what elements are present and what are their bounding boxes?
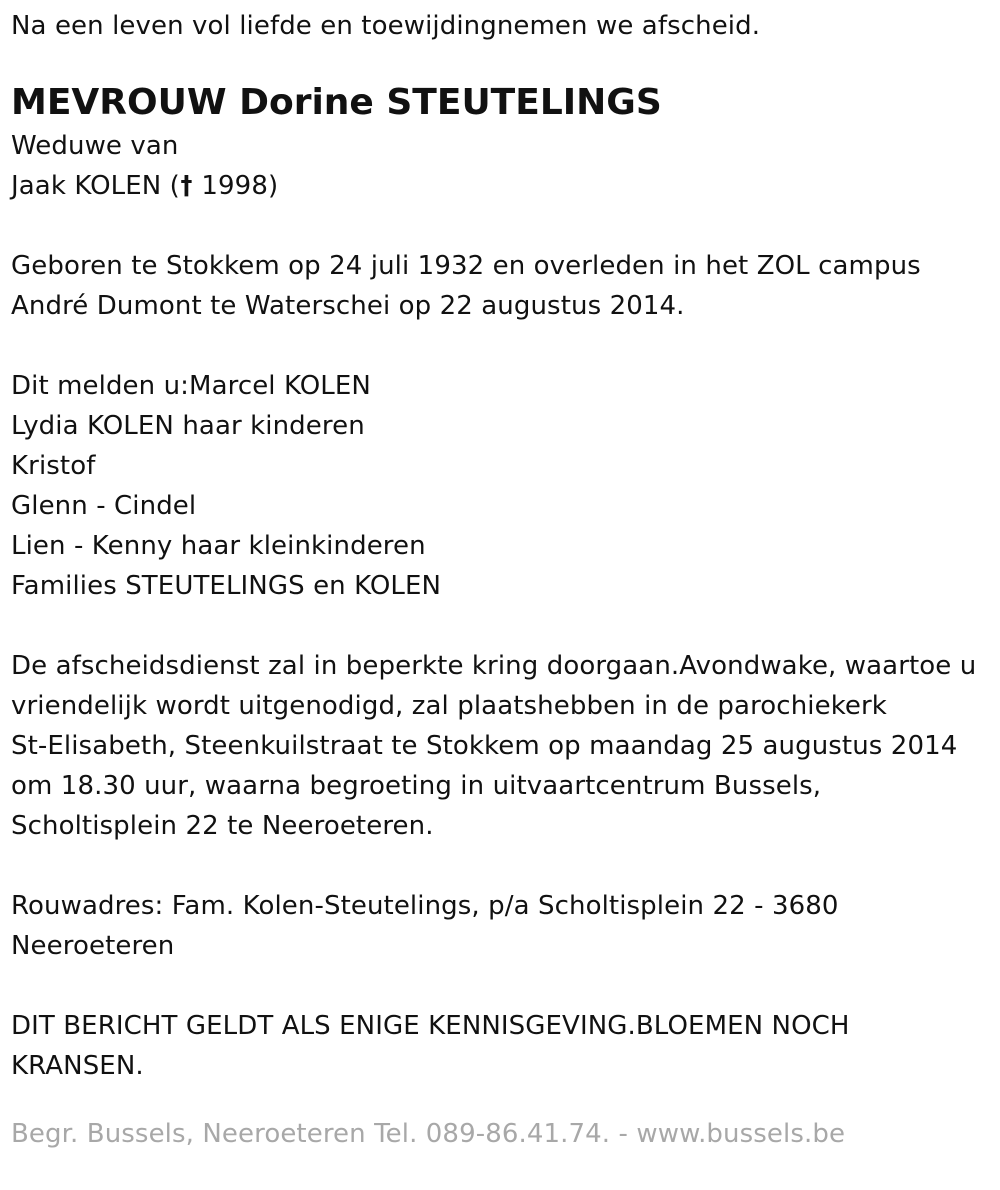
intro-text: Na een leven vol liefde en toewijdingnemen we afscheid. xyxy=(11,11,761,41)
announcer-line: Kristof xyxy=(11,451,96,481)
announcer-line: Families STEUTELINGS en KOLEN xyxy=(11,571,442,601)
paragraph-line: DIT BERICHT GELDT ALS ENIGE KENNISGEVING.BLOEMEN NOCH xyxy=(11,1011,850,1041)
announcer-line: Dit melden u:Marcel KOLEN xyxy=(11,371,371,401)
paragraph-line: André Dumont te Waterschei op 22 augustus 2014. xyxy=(11,291,685,321)
birth-death-paragraph xyxy=(11,246,996,326)
spouse-line xyxy=(11,166,996,206)
funeral-home-footer: Begr. Bussels, Neeroeteren Tel. 089-86.41.74. - www.bussels.be xyxy=(11,1119,846,1149)
mourning-address xyxy=(11,886,996,966)
paragraph-line: Rouwadres: Fam. Kolen-Steutelings, p/a Scholtisplein 22 - 3680 xyxy=(11,891,839,921)
cross-icon: † xyxy=(180,171,193,201)
announcer-line: Lien - Kenny haar kleinkinderen xyxy=(11,531,426,561)
paragraph-line: Geboren te Stokkem op 24 juli 1932 en overleden in het ZOL campus xyxy=(11,251,921,281)
paragraph-line: St-Elisabeth, Steenkuilstraat te Stokkem op maandag 25 augustus 2014 xyxy=(11,731,958,761)
paragraph-line: KRANSEN. xyxy=(11,1051,144,1081)
paragraph-line: vriendelijk wordt uitgenodigd, zal plaatshebben in de parochiekerk xyxy=(11,691,887,721)
paragraph-line: Neeroeteren xyxy=(11,931,175,961)
obituary-document xyxy=(11,0,996,1154)
announcers-list xyxy=(11,366,996,606)
announcer-line: Lydia KOLEN haar kinderen xyxy=(11,411,365,441)
paragraph-line: De afscheidsdienst zal in beperkte kring doorgaan.Avondwake, waartoe u xyxy=(11,651,977,681)
spouse-name: Jaak KOLEN ( xyxy=(11,171,180,201)
deceased-name: MEVROUW Dorine STEUTELINGS xyxy=(11,82,662,123)
spouse-year: 1998) xyxy=(193,171,279,201)
paragraph-line: om 18.30 uur, waarna begroeting in uitvaartcentrum Bussels, xyxy=(11,771,822,801)
paragraph-line: Scholtisplein 22 te Neeroeteren. xyxy=(11,811,434,841)
service-paragraph xyxy=(11,646,996,846)
notice-paragraph xyxy=(11,1006,996,1086)
announcer-line: Glenn - Cindel xyxy=(11,491,197,521)
widow-status: Weduwe van xyxy=(11,131,179,161)
